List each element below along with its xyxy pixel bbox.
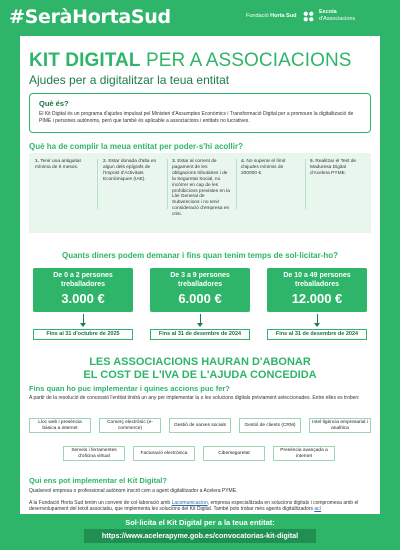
requirement-number: 1. [35, 159, 40, 164]
implementer-text-2-start: A la Fundació Horta Sud tenim un conveni de col·laboració amb [29, 500, 172, 506]
down-arrow-icon [200, 314, 201, 324]
solution-chip: Comerç electrònic (e-commerce) [99, 418, 161, 433]
requirement-text: Realitzar el Test de Maduresa Digital d'Acelera PYME. [310, 159, 357, 176]
solution-chip: Intel·ligència empresarial i analítica [309, 418, 371, 433]
solution-chip: Presència avançada a internet [273, 446, 335, 461]
foundation-prefix: Fundació [246, 13, 269, 19]
requirement-item [172, 159, 230, 218]
funding-workers: De 10 a 49 persones treballadores [283, 272, 351, 288]
requirements-box [29, 153, 371, 233]
requirement-number: 5. [310, 159, 315, 164]
requirements-question: Què ha de complir la meua entitat per poder-s'hi acollir? [29, 142, 243, 151]
requirement-item [103, 159, 161, 183]
foundation-logo-text [246, 13, 296, 19]
requirement-text: No superar el límit d'ajudes mínimis de 200000 €. [241, 159, 286, 176]
divider [97, 159, 98, 209]
funding-card [33, 268, 133, 312]
funding-amount: 3.000 € [61, 291, 105, 306]
school-line-2: d'Associacions [319, 15, 356, 22]
hashtag-title: #SeràHortaSud [9, 6, 171, 28]
funding-card [267, 268, 367, 312]
implementer-question: Qui ens pot implementar el Kit Digital? [29, 476, 167, 485]
school-logo-icon [302, 10, 315, 23]
requirement-item [241, 159, 299, 177]
apply-label: Sol·licita el Kit Digital per a la teua entitat: [125, 518, 275, 527]
what-is-text: El Kit Digital és un programa d'ajudes impulsat pel Ministeri d'Assumptes Econòmics i Transformació Digital per a promoure la digitalització de PIME i persones autònoms, però que també és aplicable a associacions i entitats no lucratives. [39, 111, 354, 124]
page-subtitle: Ajudes per a digitalitzar la teua entitat [29, 73, 230, 87]
requirement-number: 2. [103, 159, 108, 164]
requirement-text: Estar donada d'alta en algun dels epígrafs de l'Impost d'Activitats Econòmiques (IAE). [103, 159, 157, 182]
down-arrow-icon [317, 314, 318, 324]
solution-chip: Lloc web i presència bàsica a internet [29, 418, 91, 433]
solution-chip: Facturació electrònica [133, 446, 195, 461]
requirement-number: 4. [241, 159, 246, 164]
down-arrow-icon [83, 314, 84, 324]
school-line-1: Escola [319, 9, 337, 15]
deadline-box: Fins al 31 de desembre de 2024 [150, 329, 250, 340]
solution-chip: Serveis i ferramentes d'oficina virtual [63, 446, 125, 461]
funding-amount: 6.000 € [178, 291, 222, 306]
deadline-box: Fins al 31 de desembre de 2024 [267, 329, 367, 340]
actions-question: Fins quan ho puc implementar i quines accions puc fer? [29, 384, 230, 393]
implementer-text-2 [29, 500, 374, 512]
apply-url-link[interactable]: https://www.acelerapyme.gob.es/convocatorias-kit-digital [84, 529, 316, 543]
divider [305, 159, 306, 209]
lacomunicacion-link[interactable]: Lacomunicacion [171, 500, 208, 506]
title-bold: KIT DIGITAL [29, 50, 141, 71]
divider [236, 159, 237, 209]
solution-chip: Ciberseguretat [203, 446, 265, 461]
school-logo-text [319, 9, 355, 22]
title-rest: PER A ASSOCIACIONS [140, 50, 352, 71]
deadline-box: Fins al 31 d'octubre de 2025 [33, 329, 133, 340]
what-is-box [29, 93, 371, 133]
vat-banner-line-1: LES ASSOCIACIONS HAURAN D'ABONAR [89, 356, 311, 368]
vat-banner [0, 356, 400, 381]
requirement-number: 3. [172, 159, 177, 164]
what-is-heading: Què és? [39, 99, 69, 108]
funding-question: Quants diners podem demanar i fins quan tenim temps de sol·licitar-ho? [61, 251, 339, 260]
solution-chip: Gestió de xarxes socials [169, 418, 231, 433]
foundation-name: Horta Sud [270, 13, 297, 19]
requirement-item [310, 159, 366, 177]
requirement-item [35, 159, 91, 171]
solution-chip: Gestió de clients (CRM) [239, 418, 301, 433]
divider [167, 159, 168, 209]
funding-workers: De 0 a 2 persones treballadores [53, 272, 113, 288]
implementer-text-2-end: , empresa especialitzada en solucions digitals i compromesa amb el desenvolupament del teixit associatiu, que implementa les solucions del Kit Digital. També pots trobar més agents digitalitzadors [29, 500, 359, 512]
more-agents-link[interactable]: ací [314, 506, 322, 512]
actions-description: A partir de la resolució de concessió l'entitat tindrà un any per implementar la o les solucions digitals prèviament seleccionades. Entre elles es troben: [29, 395, 360, 401]
vat-banner-line-2: EL COST DE L'IVA DE L'AJUDA CONCEDIDA [83, 368, 317, 381]
requirement-text: Tenir una antiguitat mínima de 6 mesos. [35, 159, 81, 170]
page-title [29, 50, 352, 72]
top-bar [0, 0, 400, 36]
requirement-text: Estar al corrent de pagament de les obligacions tributàries i de la Seguretat Social, no incórrer en cap de les prohibicions previstes en la Llei General de Subvencions i no tenir consideració d'empresa en crisi. [172, 159, 230, 218]
funding-workers: De 3 a 9 persones treballadores [170, 272, 230, 288]
funding-card [150, 268, 250, 312]
implementer-text-1: Qualsevol empresa o professional autònom inscrit com a agent digitalitzador a Acelera PYME. [29, 488, 238, 494]
funding-amount: 12.000 € [291, 291, 343, 306]
